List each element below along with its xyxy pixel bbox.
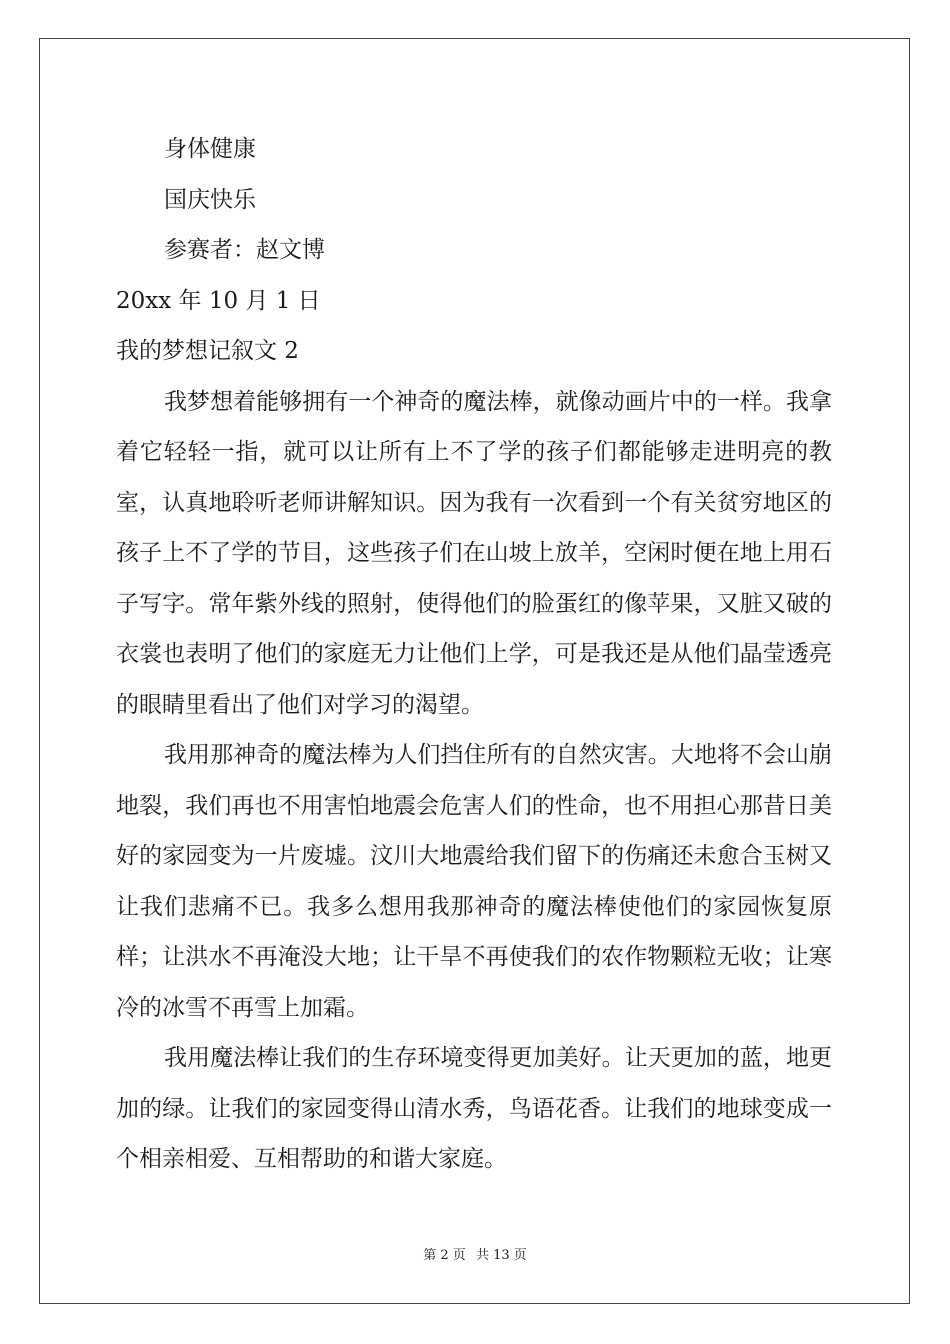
page-footer <box>0 1244 950 1263</box>
author-signature: 参赛者：赵文博 <box>164 237 325 263</box>
section-title: 我的梦想记叙文 2 <box>116 338 299 364</box>
paragraph-2: 我用那神奇的魔法棒为人们挡住所有的自然灾害。大地将不会山崩地裂，我们再也不用害怕地震会危害人们的性命，也不用担心那昔日美好的家园变为一片废墟。汶川大地震给我们留下的伤痛还未愈合玉树又让我们悲痛不已。我多么想用我那神奇的魔法棒使他们的家园恢复原样；让洪水不再淹没大地；让干旱不再使我们的农作物颗粒无收；让寒冷的冰雪不再雪上加霜。 <box>116 742 832 1021</box>
page-number: 第 2 页 <box>423 1248 466 1263</box>
closing-line-holiday: 国庆快乐 <box>164 186 256 213</box>
page-total: 共 13 页 <box>475 1248 527 1263</box>
paragraph-3: 我用魔法棒让我们的生存环境变得更加美好。让天更加的蓝，地更加的绿。让我们的家园变得山清水秀，鸟语花香。让我们的地球变成一个相亲相爱、互相帮助的和谐大家庭。 <box>116 1045 832 1172</box>
paragraph-1: 我梦想着能够拥有一个神奇的魔法棒，就像动画片中的一样。我拿着它轻轻一指，就可以让所有上不了学的孩子们都能够走进明亮的教室，认真地聆听老师讲解知识。因为我有一次看到一个有关贫穷地区的孩子上不了学的节目，这些孩子们在山坡上放羊，空闲时便在地上用石子写字。常年紫外线的照射，使得他们的脸蛋红的像苹果，又脏又破的衣裳也表明了他们的家庭无力让他们上学，可是我还是从他们晶莹透亮的眼睛里看出了他们对学习的渴望。 <box>116 388 832 718</box>
document-body <box>116 124 832 1185</box>
closing-line-health: 身体健康 <box>164 136 256 162</box>
letter-date: 20xx 年 10 月 1 日 <box>116 287 321 314</box>
